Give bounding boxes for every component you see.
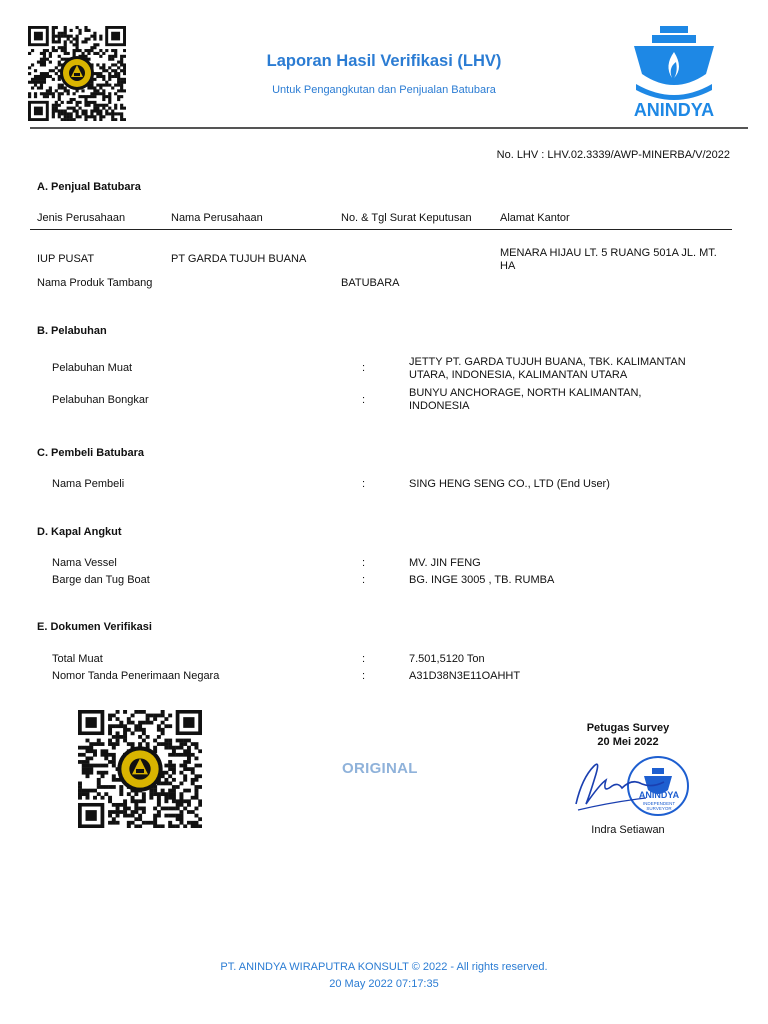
col-header-nama: Nama Perusahaan (171, 212, 263, 224)
ntpn-sep: : (362, 670, 366, 682)
nama-vessel-sep: : (362, 557, 366, 569)
section-c-heading: C. Pembeli Batubara (37, 447, 144, 459)
section-d-heading: D. Kapal Angkut (37, 526, 122, 538)
section-b-heading: B. Pelabuhan (37, 325, 107, 337)
qr-code-top (28, 26, 126, 121)
barge-tugboat-sep: : (362, 574, 366, 586)
signature-date: 20 Mei 2022 (597, 736, 659, 748)
header-divider (30, 127, 748, 129)
nama-pembeli-label: Nama Pembeli (52, 478, 125, 490)
signature-stamp (572, 754, 694, 820)
ntpn-value: A31D38N3E11OAHHT (409, 670, 521, 682)
stamp-brand: ANINDYA (638, 790, 680, 800)
page-title: Laporan Hasil Verifikasi (LHV) (266, 52, 502, 70)
pelabuhan-muat-sep: : (362, 362, 366, 374)
pelabuhan-bongkar-value: BUNYU ANCHORAGE, NORTH KALIMANTAN, INDONESIA (409, 387, 642, 412)
total-muat-value: 7.501,5120 Ton (409, 653, 485, 665)
jenis-perusahaan-value: IUP PUSAT (37, 253, 95, 265)
esdm-seal-icon (116, 745, 164, 793)
lhv-number: No. LHV : LHV.02.3339/AWP-MINERBA/V/2022 (496, 149, 730, 161)
table-header-divider (30, 229, 732, 230)
qr-code-bottom (78, 710, 202, 828)
section-a-heading: A. Penjual Batubara (37, 181, 141, 193)
col-header-alamat: Alamat Kantor (500, 212, 570, 224)
pelabuhan-bongkar-sep: : (362, 394, 366, 406)
section-e-heading: E. Dokumen Verifikasi (37, 621, 152, 633)
total-muat-sep: : (362, 653, 366, 665)
produk-tambang-label: Nama Produk Tambang (37, 277, 153, 289)
footer-copyright: PT. ANINDYA WIRAPUTRA KONSULT © 2022 - All rights reserved. (220, 961, 548, 973)
brand-name: ANINDYA (633, 100, 715, 120)
nama-vessel-label: Nama Vessel (52, 557, 117, 569)
col-header-surat: No. & Tgl Surat Keputusan (341, 212, 472, 224)
nama-perusahaan-value: PT GARDA TUJUH BUANA (171, 253, 307, 265)
pelabuhan-muat-value: JETTY PT. GARDA TUJUH BUANA, TBK. KALIMANTAN UTARA, INDONESIA, KALIMANTAN UTARA (409, 356, 686, 381)
ntpn-label: Nomor Tanda Penerimaan Negara (52, 670, 220, 682)
original-watermark: ORIGINAL (342, 760, 418, 777)
page-subtitle: Untuk Pengangkutan dan Penjualan Batubara (272, 84, 496, 96)
total-muat-label: Total Muat (52, 653, 103, 665)
signature-title: Petugas Survey (586, 722, 670, 734)
stamp-sub: INDEPENDENT SURVEYOR (642, 801, 676, 811)
nama-vessel-value: MV. JIN FENG (409, 557, 481, 569)
ship-logo-icon (626, 22, 722, 100)
alamat-kantor-value: MENARA HIJAU LT. 5 RUANG 501A JL. MT. HA (500, 247, 717, 272)
produk-tambang-value: BATUBARA (341, 277, 400, 289)
footer-timestamp: 20 May 2022 07:17:35 (329, 978, 439, 990)
pelabuhan-muat-label: Pelabuhan Muat (52, 362, 133, 374)
nama-pembeli-value: SING HENG SENG CO., LTD (End User) (409, 478, 610, 490)
barge-tugboat-value: BG. INGE 3005 , TB. RUMBA (409, 574, 555, 586)
anindya-logo (626, 22, 722, 122)
col-header-jenis: Jenis Perusahaan (37, 212, 126, 224)
signature-name: Indra Setiawan (591, 824, 665, 836)
pelabuhan-bongkar-label: Pelabuhan Bongkar (52, 394, 149, 406)
nama-pembeli-sep: : (362, 478, 366, 490)
barge-tugboat-label: Barge dan Tug Boat (52, 574, 150, 586)
